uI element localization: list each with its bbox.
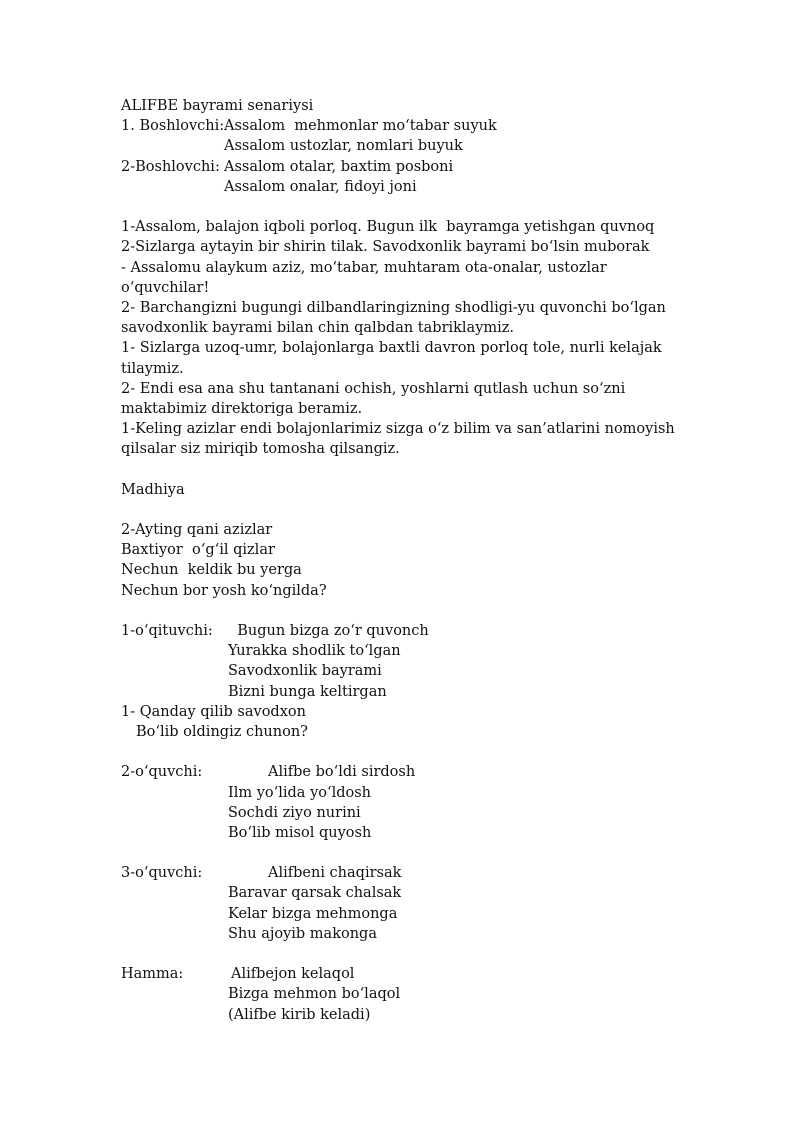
paragraph-1: 1-Assalom, balajon iqboli porloq. Bugun ilk bayramga yetishgan quvnoq [121, 219, 655, 236]
verse-line: Nechun keldik bu yerga [121, 562, 302, 579]
spacer [121, 500, 681, 520]
paragraph-6: 2- Endi esa ana shu tantanani ochish, yoshlarni qutlash uchun so‘zni maktabimiz direktoriga beramiz. [121, 380, 626, 417]
paragraph-3: - Assalomu alaykum aziz, mo‘tabar, muhtaram ota-onalar, ustozlar o‘quvchilar! [121, 259, 607, 296]
stage-direction: (Alifbe kirib keladi) [228, 1006, 371, 1023]
host2-text-2: Assalom onalar, fidoyi joni [224, 178, 417, 195]
teacher-line-1 [121, 621, 681, 641]
all-line-1 [121, 964, 681, 984]
host1-text-2: Assalom ustozlar, nomlari buyuk [224, 138, 463, 155]
host1-text-1: Assalom mehmonlar mo‘tabar suyuk [224, 118, 497, 135]
pupil3-text-1: Alifbeni chaqirsak [268, 865, 402, 882]
pupil2-text: Bo‘lib misol quyosh [228, 824, 372, 841]
paragraph-2: 2-Sizlarga aytayin bir shirin tilak. Savodxonlik bayrami bo‘lsin muborak [121, 239, 650, 256]
spacer [121, 197, 681, 217]
all-label: Hamma: [121, 966, 184, 983]
question-line-2: Bo‘lib oldingiz chunon? [136, 723, 308, 740]
host2-label: 2-Boshlovchi: [121, 158, 230, 175]
verse-line: Nechun bor yosh ko‘ngilda? [121, 582, 327, 599]
verse-line: Baxtiyor o‘g‘il qizlar [121, 542, 275, 559]
spacer [121, 944, 681, 964]
teacher-text: Yurakka shodlik to‘lgan [228, 643, 401, 660]
paragraph-4: 2- Barchangizni bugungi dilbandlaringizning shodligi-yu quvonchi bo‘lgan savodxonlik bayrami bilan chin qalbdan tabriklaymiz. [121, 299, 666, 337]
pupil3-text: Shu ajoyib makonga [228, 925, 377, 942]
all-text-1: Alifbejon kelaqol [231, 966, 355, 983]
spacer [121, 601, 681, 621]
paragraph-7: 1-Keling azizlar endi bolajonlarimiz sizga o‘z bilim va san’atlarini nomoyish qilsalar siz miriqib tomosha qilsangiz. [121, 421, 675, 458]
all-text: Bizga mehmon bo‘laqol [228, 986, 401, 1003]
teacher-text: Bizni bunga keltirgan [228, 683, 387, 700]
host1-label: 1. Boshlovchi: [121, 118, 234, 135]
teacher-text-1: Bugun bizga zo‘r quvonch [228, 623, 429, 640]
pupil2-text-1: Alifbe bo‘ldi sirdosh [268, 764, 416, 781]
host2-text-1: Assalom otalar, baxtim posboni [224, 158, 454, 175]
pupil2-line-1 [121, 762, 681, 782]
teacher-label: 1-o‘qituvchi: [121, 623, 213, 640]
host1-greeting-line-1 [121, 116, 681, 136]
pupil3-label: 3-o‘quvchi: [121, 865, 203, 882]
document-title: ALIFBE bayrami senariysi [121, 98, 314, 114]
host2-greeting-line-1 [121, 157, 681, 177]
pupil2-label: 2-o‘quvchi: [121, 764, 203, 781]
teacher-text: Savodxonlik bayrami [228, 663, 382, 680]
spacer [121, 843, 681, 863]
pupil3-line-1 [121, 863, 681, 883]
pupil2-text: Sochdi ziyo nurini [228, 804, 361, 821]
pupil3-text: Kelar bizga mehmonga [228, 905, 398, 922]
paragraph-5: 1- Sizlarga uzoq-umr, bolajonlarga baxtli davron porloq tole, nurli kelajak tilaymiz. [121, 340, 662, 377]
spacer [121, 742, 681, 762]
anthem-heading: Madhiya [121, 481, 185, 498]
document-body [121, 96, 681, 1025]
pupil2-text: Ilm yo‘lida yo‘ldosh [228, 784, 372, 801]
spacer [121, 460, 681, 480]
pupil3-text: Baravar qarsak chalsak [228, 885, 402, 902]
verse-line: 2-Ayting qani azizlar [121, 522, 273, 539]
question-line-1: 1- Qanday qilib savodxon [121, 703, 306, 720]
